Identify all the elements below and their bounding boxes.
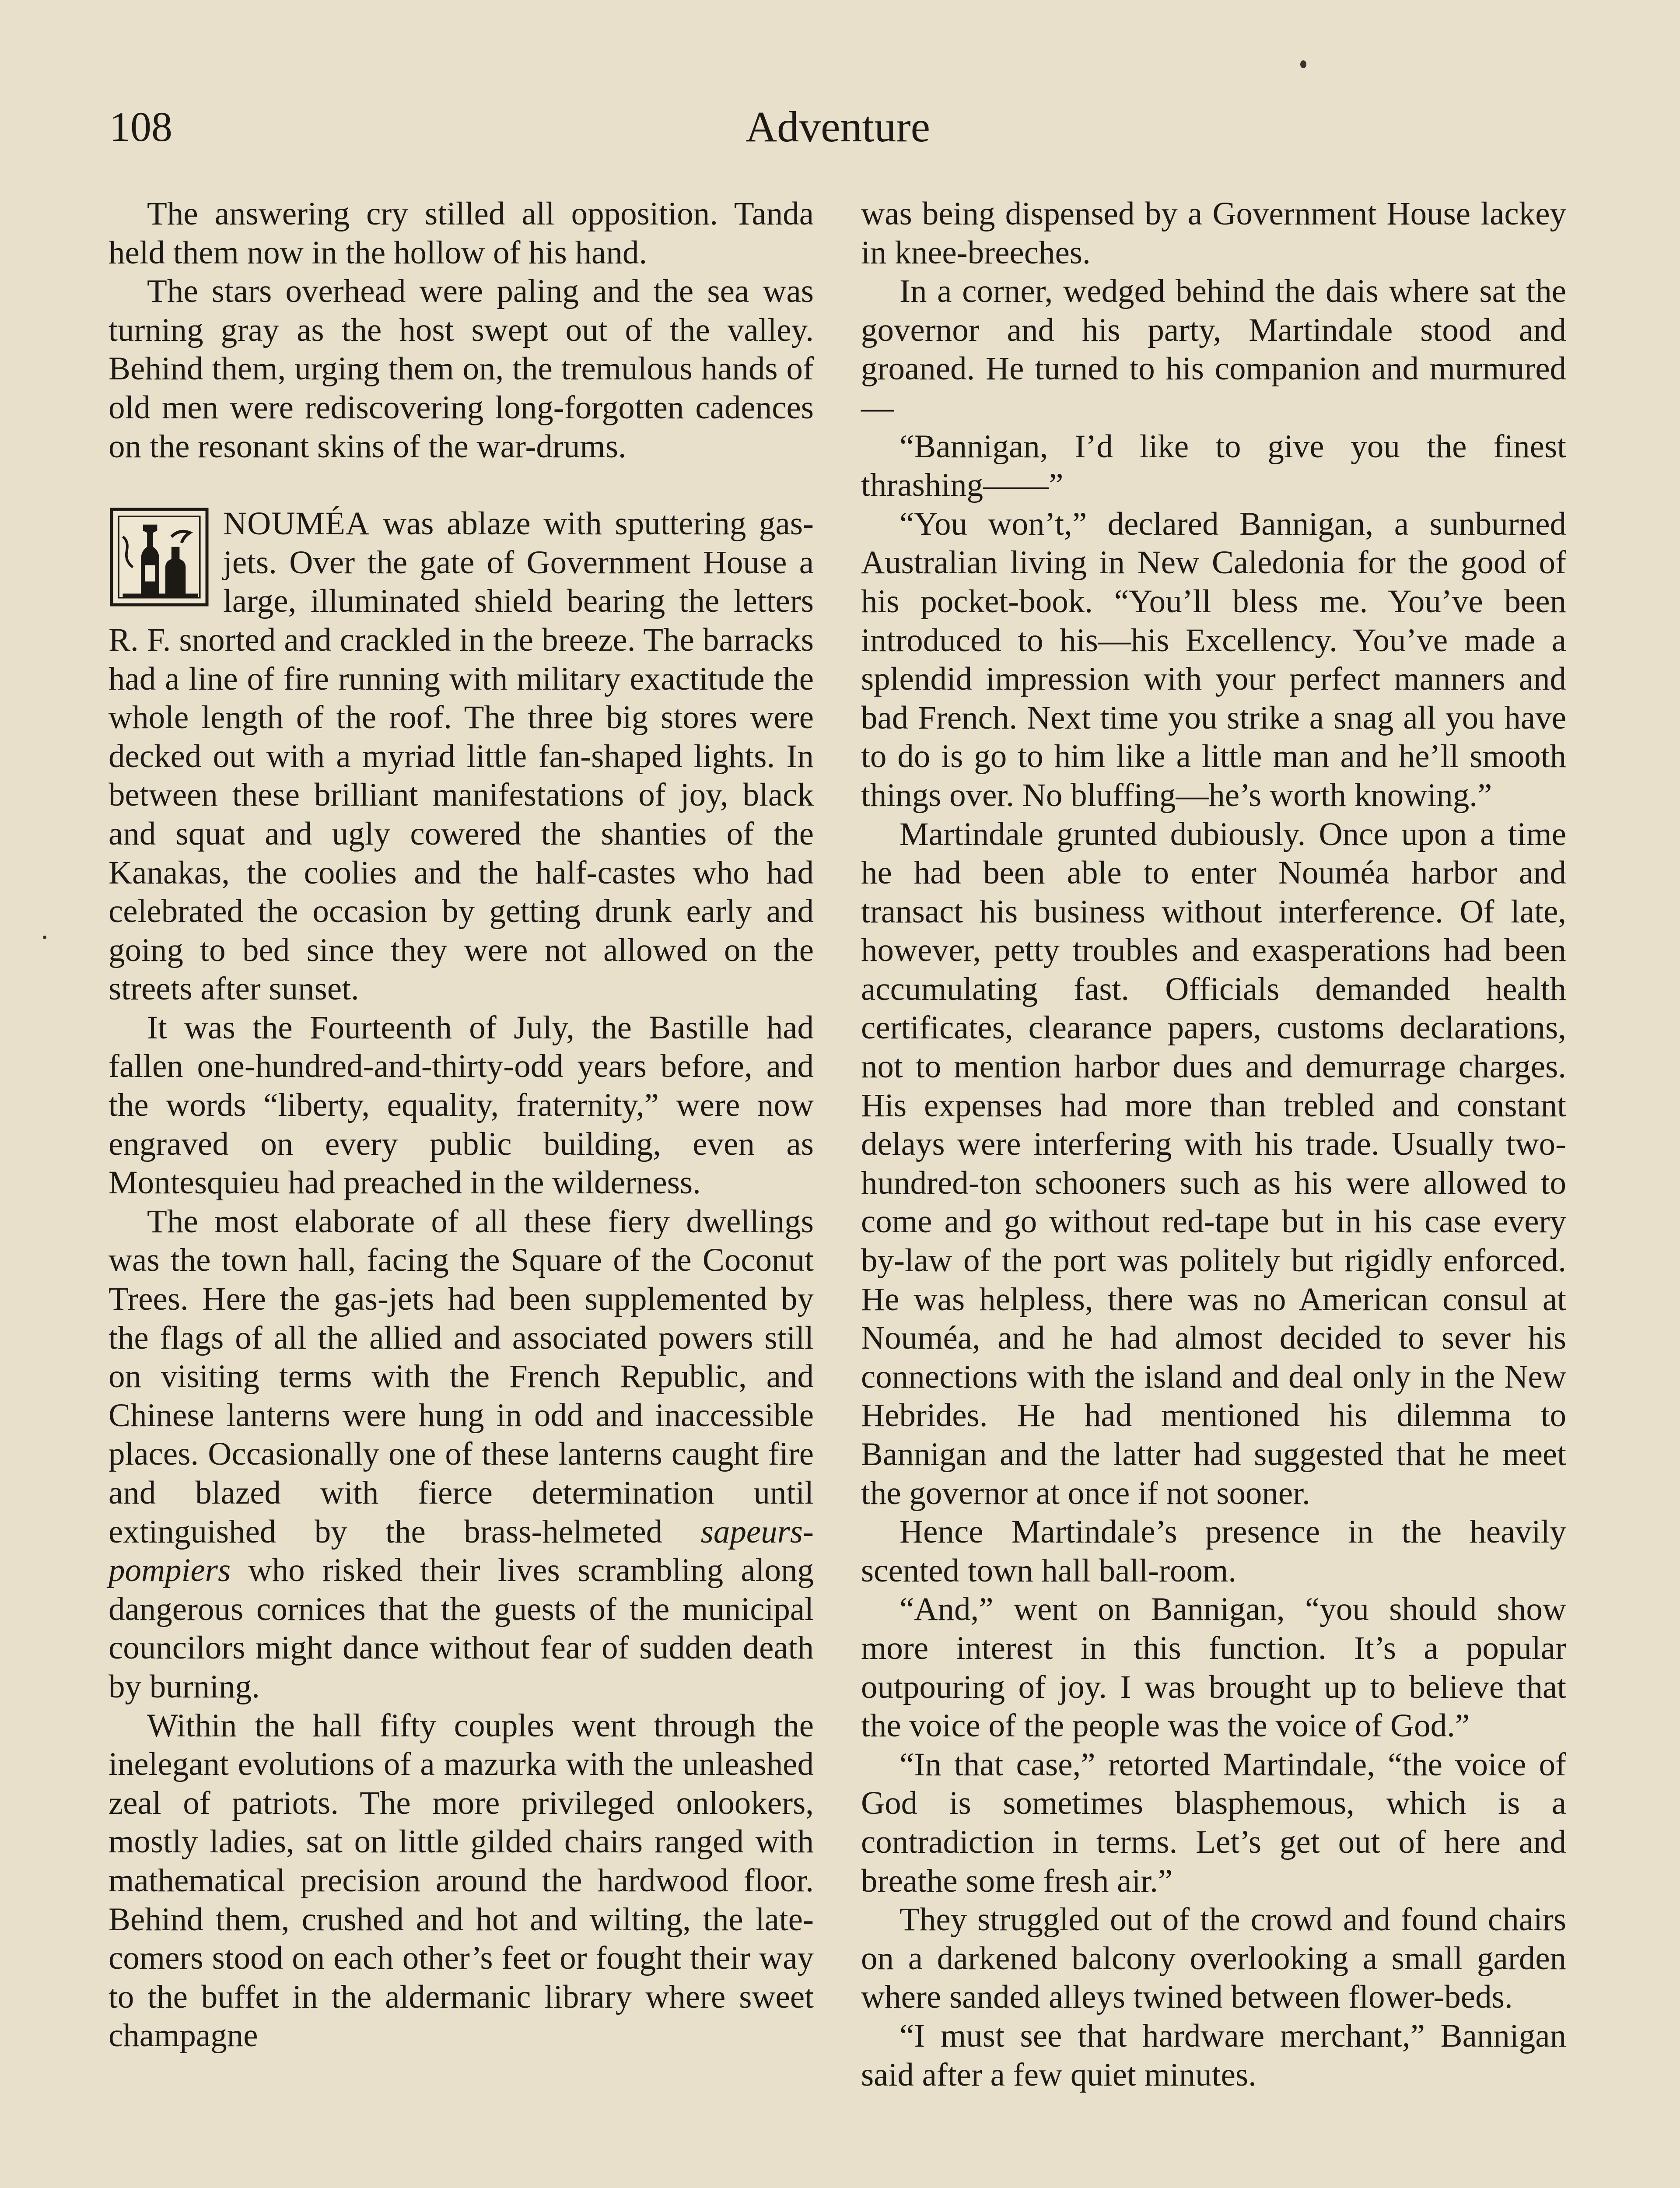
paragraph: was being dispensed by a Government House lackey in knee-breeches. <box>861 196 1566 271</box>
paragraph <box>108 1203 814 1707</box>
section-opening <box>108 505 814 1009</box>
paragraph: “You won’t,” declared Bannigan, a sunburned Australian living in New Caledonia for the good of his pocket-book. “You’ll bless me. You’ve been introduced to his—his Excellency. You’ve made a splendid impression with your perfect manners and bad French. Next time you strike a snag all you have to do is go to him like a little man and he’ll smooth things over. No bluffing—he’s worth knowing.” <box>861 505 1566 813</box>
italic-phrase: sapeurs-pompiers <box>108 1513 814 1589</box>
magazine-title: Adventure <box>745 102 931 151</box>
paragraph-text: who risked their lives scrambling along dangerous cornices that the guests of the municipal councilors might dance without fear of sudden death by burning. <box>108 1552 814 1705</box>
ink-speck <box>43 936 46 939</box>
paragraph: “Bannigan, I’d like to give you the finest thrashing——” <box>861 428 1566 504</box>
paragraph: The answering cry stilled all opposition. Tanda held them now in the hollow of his hand. <box>108 196 814 271</box>
paragraph-text: The most elaborate of all these fiery dwellings was the town hall, facing the Square of the Coconut Trees. Here the gas-jets had been supplemented by the flags of all the allied and associated powers still on visiting terms with the French Republic, and Chinese lanterns were hung in odd and inaccessible places. Occasionally one of these lanterns caught fire and blazed with fierce determination until extinguished by the brass-helmeted <box>108 1203 814 1550</box>
right-column <box>861 195 1566 2188</box>
paragraph <box>108 505 814 1009</box>
text-columns <box>108 195 1566 2188</box>
paragraph: “And,” went on Bannigan, “you should show more interest in this function. It’s a popular outpouring of joy. I was brought up to believe that the voice of the people was the voice of God.” <box>861 1591 1566 1744</box>
page-number: 108 <box>109 103 172 150</box>
paragraph: The stars overhead were paling and the sea was turning gray as the host swept out of the valley. Behind them, urging them on, the tremulous hands of old men were rediscovering long-forgotten cadences on the resonant skins of the war-drums. <box>108 273 814 465</box>
paragraph: It was the Fourteenth of July, the Bastille had fallen one-hundred-and-thirty-odd years before, and the words “liberty, equality, fraternity,” were now engraved on every public building, even as Montesquieu had preached in the wilderness. <box>108 1009 814 1201</box>
page-header <box>109 101 1566 162</box>
paragraph: “In that case,” retorted Martindale, “the voice of God is sometimes blasphemous, which is a contradiction in terms. Let’s get out of here and breathe some fresh air.” <box>861 1746 1566 1899</box>
ink-speck <box>1300 60 1306 68</box>
paragraph: “I must see that hardware merchant,” Bannigan said after a few quiet minutes. <box>861 2017 1566 2093</box>
left-column <box>108 195 814 2188</box>
paragraph: They struggled out of the crowd and found chairs on a darkened balcony overlooking a small garden where sanded alleys twined between flower-beds. <box>861 1901 1566 2016</box>
paragraph: Hence Martindale’s presence in the heavily scented town hall ball-room. <box>861 1514 1566 1589</box>
paragraph-text: was ablaze with sputtering gas-jets. Over the gate of Government House a large, illuminated shield bearing the letters R. F. snorted and crackled in the breeze. The barracks had a line of fire running with military exactitude the whole length of the roof. The three big stores were decked out with a myriad little fan-shaped lights. In between these brilliant manifestations of joy, black and squat and ugly cowered the shanties of the Kanakas, the coolies and the half-castes who had celebrated the occasion by getting drunk early and going to bed since they were not allowed on the streets after sunset. <box>108 505 814 1007</box>
paragraph: Within the hall fifty couples went through the inelegant evolutions of a mazurka with the unleashed zeal of patriots. The more privileged onlookers, mostly ladies, sat on little gilded chairs ranged with mathematical precision around the hardwood floor. Behind them, crushed and hot and wilting, the late-comers stood on each other’s feet or fought their way to the buffet in the aldermanic library where sweet champagne <box>108 1707 814 2054</box>
bottle-vignette-icon <box>108 506 210 608</box>
paragraph: Martindale grunted dubiously. Once upon a time he had been able to enter Nouméa harbor and transact his business without interference. Of late, however, petty troubles and exasperations had been accumulating fast. Officials demanded health certificates, clearance papers, customs declarations, not to mention harbor dues and demurrage charges. His expenses had more than trebled and constant delays were interfering with his trade. Usually two-hundred-ton schooners such as his were allowed to come and go without red-tape but in his case every by-law of the port was politely but rigidly enforced. He was helpless, there was no American consul at Nouméa, and he had almost decided to sever his connections with the island and deal only in the New Hebrides. He had mentioned his dilemma to Bannigan and the latter had suggested that he meet the governor at once if not sooner. <box>861 816 1566 1511</box>
section-lead-word: NOUMÉA <box>223 505 370 542</box>
paragraph: In a corner, wedged behind the dais where sat the governor and his party, Martindale stood and groaned. He turned to his companion and murmured— <box>861 273 1566 426</box>
